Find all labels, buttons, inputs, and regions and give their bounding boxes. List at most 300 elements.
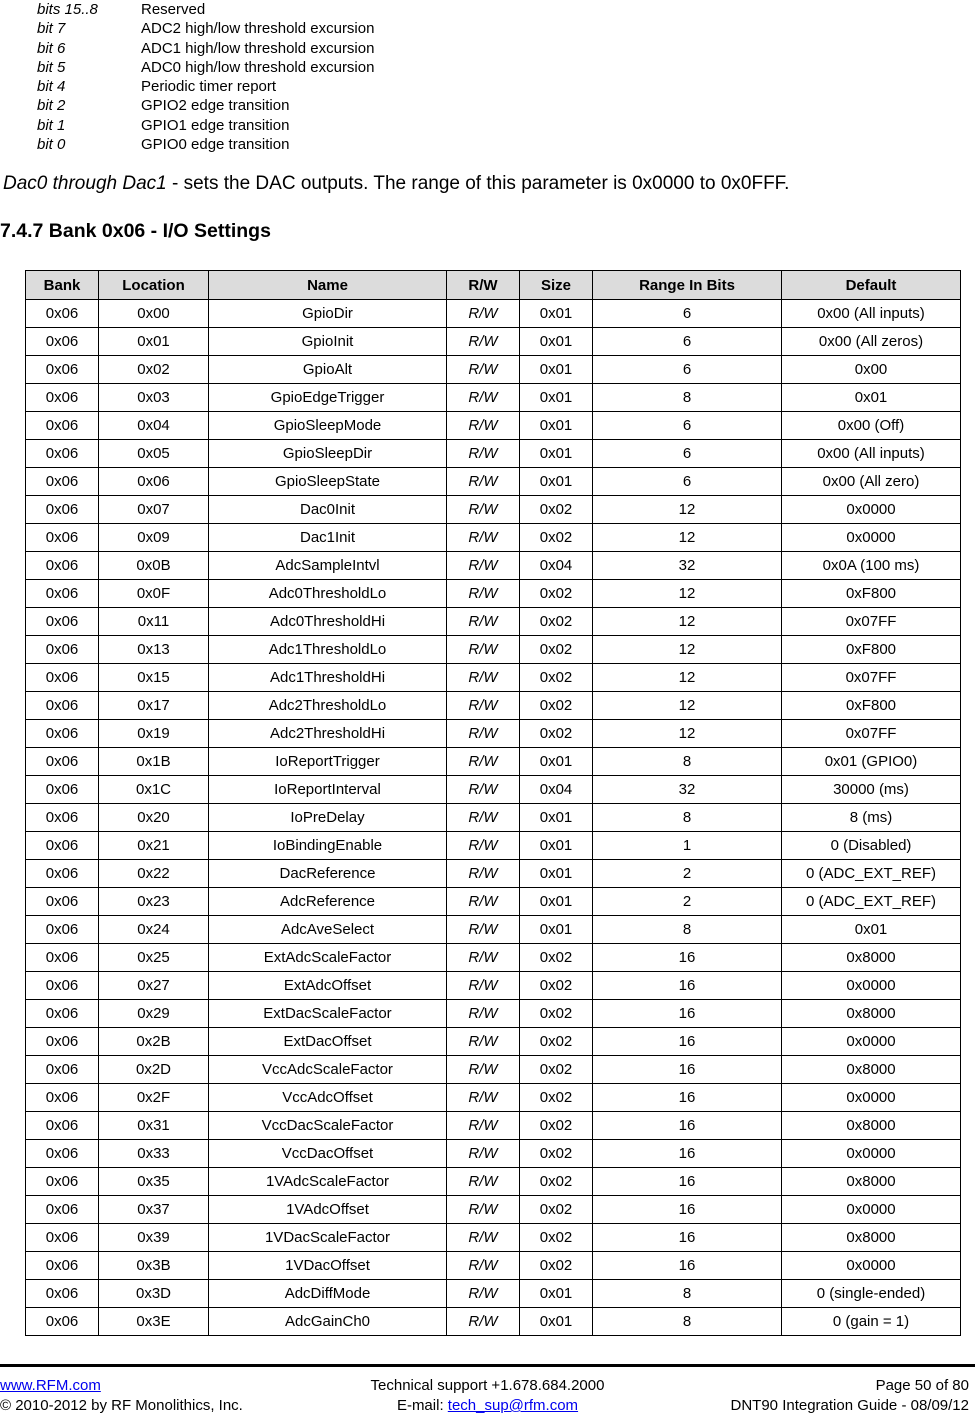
cell-bank: 0x06	[26, 944, 99, 972]
cell-range: 6	[593, 412, 782, 440]
cell-range: 1	[593, 832, 782, 860]
cell-name: VccAdcScaleFactor	[209, 1056, 447, 1084]
cell-size: 0x01	[520, 804, 593, 832]
cell-location: 0x1C	[99, 776, 209, 804]
cell-range: 6	[593, 468, 782, 496]
cell-rw: R/W	[447, 496, 520, 524]
dac-description	[3, 171, 789, 197]
cell-rw: R/W	[447, 692, 520, 720]
page-number: Page 50 of 80	[875, 1377, 969, 1394]
cell-name: IoPreDelay	[209, 804, 447, 832]
cell-default: 0x00 (All inputs)	[782, 440, 961, 468]
cell-rw: R/W	[447, 636, 520, 664]
cell-range: 8	[593, 804, 782, 832]
cell-location: 0x2B	[99, 1028, 209, 1056]
cell-location: 0x01	[99, 328, 209, 356]
table-row	[26, 1280, 961, 1308]
cell-size: 0x01	[520, 328, 593, 356]
table-row	[26, 916, 961, 944]
header-name: Name	[209, 271, 447, 300]
cell-size: 0x01	[520, 748, 593, 776]
cell-range: 8	[593, 1308, 782, 1336]
cell-rw: R/W	[447, 300, 520, 328]
table-row	[26, 580, 961, 608]
cell-default: 0x00 (All zeros)	[782, 328, 961, 356]
cell-size: 0x02	[520, 1252, 593, 1280]
cell-bank: 0x06	[26, 552, 99, 580]
cell-range: 6	[593, 356, 782, 384]
cell-rw: R/W	[447, 1112, 520, 1140]
cell-size: 0x02	[520, 944, 593, 972]
cell-location: 0x29	[99, 1000, 209, 1028]
bit-row: bit 0 GPIO0 edge transition	[37, 136, 290, 154]
cell-default: 0x8000	[782, 1000, 961, 1028]
cell-name: Adc1ThresholdLo	[209, 636, 447, 664]
cell-name: VccDacOffset	[209, 1140, 447, 1168]
cell-name: GpioAlt	[209, 356, 447, 384]
cell-size: 0x01	[520, 412, 593, 440]
cell-name: 1VAdcOffset	[209, 1196, 447, 1224]
cell-location: 0x0F	[99, 580, 209, 608]
cell-default: 0x07FF	[782, 664, 961, 692]
cell-bank: 0x06	[26, 328, 99, 356]
cell-location: 0x19	[99, 720, 209, 748]
cell-name: DacReference	[209, 860, 447, 888]
cell-bank: 0x06	[26, 580, 99, 608]
cell-size: 0x02	[520, 608, 593, 636]
cell-location: 0x17	[99, 692, 209, 720]
cell-range: 12	[593, 636, 782, 664]
cell-size: 0x02	[520, 1224, 593, 1252]
table-row	[26, 1112, 961, 1140]
cell-bank: 0x06	[26, 1000, 99, 1028]
cell-rw: R/W	[447, 1000, 520, 1028]
support-phone: Technical support +1.678.684.2000	[370, 1377, 605, 1394]
cell-location: 0x24	[99, 916, 209, 944]
cell-bank: 0x06	[26, 972, 99, 1000]
cell-size: 0x02	[520, 524, 593, 552]
cell-range: 8	[593, 1280, 782, 1308]
cell-size: 0x01	[520, 300, 593, 328]
cell-bank: 0x06	[26, 356, 99, 384]
cell-default: 0x0A (100 ms)	[782, 552, 961, 580]
cell-name: ExtDacOffset	[209, 1028, 447, 1056]
cell-name: IoBindingEnable	[209, 832, 447, 860]
cell-bank: 0x06	[26, 720, 99, 748]
cell-bank: 0x06	[26, 692, 99, 720]
cell-bank: 0x06	[26, 636, 99, 664]
dac-param-name: Dac0 through Dac1	[3, 173, 167, 194]
cell-bank: 0x06	[26, 664, 99, 692]
cell-name: ExtDacScaleFactor	[209, 1000, 447, 1028]
cell-rw: R/W	[447, 524, 520, 552]
cell-rw: R/W	[447, 356, 520, 384]
cell-default: 0 (ADC_EXT_REF)	[782, 888, 961, 916]
header-bank: Bank	[26, 271, 99, 300]
table-row	[26, 328, 961, 356]
cell-rw: R/W	[447, 1028, 520, 1056]
bit-row: bit 6 ADC1 high/low threshold excursion	[37, 39, 375, 57]
bit-row: bit 1 GPIO1 edge transition	[37, 116, 290, 134]
cell-name: 1VDacScaleFactor	[209, 1224, 447, 1252]
cell-location: 0x20	[99, 804, 209, 832]
cell-default: 0x01	[782, 384, 961, 412]
cell-default: 0x8000	[782, 1112, 961, 1140]
cell-size: 0x02	[520, 1084, 593, 1112]
cell-default: 0x01 (GPIO0)	[782, 748, 961, 776]
cell-range: 12	[593, 524, 782, 552]
cell-default: 0x01	[782, 916, 961, 944]
cell-range: 12	[593, 496, 782, 524]
cell-range: 12	[593, 608, 782, 636]
cell-range: 16	[593, 1084, 782, 1112]
cell-default: 0x00 (All zero)	[782, 468, 961, 496]
cell-size: 0x02	[520, 496, 593, 524]
cell-size: 0x02	[520, 1168, 593, 1196]
cell-location: 0x1B	[99, 748, 209, 776]
cell-bank: 0x06	[26, 524, 99, 552]
cell-bank: 0x06	[26, 1028, 99, 1056]
cell-location: 0x02	[99, 356, 209, 384]
cell-default: 0 (ADC_EXT_REF)	[782, 860, 961, 888]
cell-rw: R/W	[447, 440, 520, 468]
cell-range: 16	[593, 972, 782, 1000]
cell-default: 0x00 (Off)	[782, 412, 961, 440]
cell-bank: 0x06	[26, 468, 99, 496]
cell-bank: 0x06	[26, 496, 99, 524]
cell-size: 0x02	[520, 1056, 593, 1084]
cell-size: 0x01	[520, 468, 593, 496]
cell-default: 8 (ms)	[782, 804, 961, 832]
cell-size: 0x01	[520, 384, 593, 412]
cell-size: 0x04	[520, 552, 593, 580]
cell-size: 0x02	[520, 1196, 593, 1224]
cell-bank: 0x06	[26, 860, 99, 888]
cell-rw: R/W	[447, 804, 520, 832]
cell-default: 0 (single-ended)	[782, 1280, 961, 1308]
cell-size: 0x01	[520, 832, 593, 860]
table-row	[26, 748, 961, 776]
cell-location: 0x06	[99, 468, 209, 496]
table-row	[26, 412, 961, 440]
cell-rw: R/W	[447, 1252, 520, 1280]
cell-name: AdcSampleIntvl	[209, 552, 447, 580]
cell-range: 32	[593, 776, 782, 804]
cell-rw: R/W	[447, 1168, 520, 1196]
email-link[interactable]: tech_sup@rfm.com	[447, 1397, 579, 1414]
cell-range: 6	[593, 300, 782, 328]
cell-location: 0x15	[99, 664, 209, 692]
cell-location: 0x07	[99, 496, 209, 524]
header-location: Location	[99, 271, 209, 300]
cell-location: 0x13	[99, 636, 209, 664]
cell-rw: R/W	[447, 664, 520, 692]
cell-rw: R/W	[447, 888, 520, 916]
cell-size: 0x02	[520, 1112, 593, 1140]
table-row	[26, 300, 961, 328]
table-row	[26, 972, 961, 1000]
cell-location: 0x23	[99, 888, 209, 916]
cell-location: 0x0B	[99, 552, 209, 580]
cell-name: VccDacScaleFactor	[209, 1112, 447, 1140]
cell-bank: 0x06	[26, 888, 99, 916]
cell-location: 0x04	[99, 412, 209, 440]
cell-location: 0x3B	[99, 1252, 209, 1280]
cell-location: 0x05	[99, 440, 209, 468]
cell-range: 6	[593, 328, 782, 356]
cell-default: 0xF800	[782, 636, 961, 664]
cell-bank: 0x06	[26, 804, 99, 832]
table-row	[26, 776, 961, 804]
cell-default: 0x0000	[782, 1028, 961, 1056]
cell-bank: 0x06	[26, 832, 99, 860]
cell-size: 0x02	[520, 1028, 593, 1056]
cell-name: GpioInit	[209, 328, 447, 356]
table-row	[26, 636, 961, 664]
table-row	[26, 664, 961, 692]
cell-range: 8	[593, 384, 782, 412]
cell-size: 0x01	[520, 916, 593, 944]
cell-default: 0x0000	[782, 1196, 961, 1224]
cell-name: AdcDiffMode	[209, 1280, 447, 1308]
cell-name: GpioSleepDir	[209, 440, 447, 468]
cell-rw: R/W	[447, 1056, 520, 1084]
cell-location: 0x22	[99, 860, 209, 888]
cell-name: GpioSleepMode	[209, 412, 447, 440]
table-row	[26, 440, 961, 468]
table-row	[26, 1224, 961, 1252]
cell-rw: R/W	[447, 1224, 520, 1252]
cell-default: 0x0000	[782, 1084, 961, 1112]
cell-rw: R/W	[447, 748, 520, 776]
dac-param-text: - sets the DAC outputs. The range of this parameter is 0x0000 to 0x0FFF.	[166, 173, 790, 194]
cell-location: 0x31	[99, 1112, 209, 1140]
cell-size: 0x02	[520, 1140, 593, 1168]
cell-default: 0x8000	[782, 1056, 961, 1084]
cell-name: Adc0ThresholdHi	[209, 608, 447, 636]
cell-rw: R/W	[447, 552, 520, 580]
bit-row: bits 15..8 Reserved	[37, 1, 206, 18]
copyright: © 2010-2012 by RF Monolithics, Inc.	[0, 1397, 243, 1414]
cell-location: 0x39	[99, 1224, 209, 1252]
cell-rw: R/W	[447, 608, 520, 636]
cell-location: 0x3D	[99, 1280, 209, 1308]
cell-bank: 0x06	[26, 1252, 99, 1280]
cell-default: 0x0000	[782, 1252, 961, 1280]
cell-size: 0x01	[520, 1308, 593, 1336]
cell-location: 0x03	[99, 384, 209, 412]
cell-name: IoReportInterval	[209, 776, 447, 804]
cell-range: 32	[593, 552, 782, 580]
cell-default: 30000 (ms)	[782, 776, 961, 804]
cell-name: ExtAdcScaleFactor	[209, 944, 447, 972]
header-size: Size	[520, 271, 593, 300]
table-row	[26, 804, 961, 832]
table-row	[26, 1252, 961, 1280]
cell-bank: 0x06	[26, 1224, 99, 1252]
cell-range: 6	[593, 440, 782, 468]
cell-range: 12	[593, 580, 782, 608]
table-row	[26, 552, 961, 580]
cell-rw: R/W	[447, 916, 520, 944]
cell-range: 16	[593, 1112, 782, 1140]
cell-size: 0x02	[520, 1000, 593, 1028]
table-row	[26, 1000, 961, 1028]
footer-rule	[0, 1364, 975, 1367]
cell-rw: R/W	[447, 412, 520, 440]
cell-rw: R/W	[447, 1280, 520, 1308]
cell-default: 0x0000	[782, 1140, 961, 1168]
table-row	[26, 524, 961, 552]
cell-size: 0x02	[520, 664, 593, 692]
cell-bank: 0x06	[26, 1196, 99, 1224]
cell-size: 0x01	[520, 1280, 593, 1308]
table-row	[26, 496, 961, 524]
cell-rw: R/W	[447, 972, 520, 1000]
cell-default: 0x0000	[782, 972, 961, 1000]
cell-bank: 0x06	[26, 1084, 99, 1112]
cell-bank: 0x06	[26, 1140, 99, 1168]
cell-location: 0x2D	[99, 1056, 209, 1084]
cell-default: 0x8000	[782, 1224, 961, 1252]
table-row	[26, 384, 961, 412]
cell-name: Adc1ThresholdHi	[209, 664, 447, 692]
cell-name: VccAdcOffset	[209, 1084, 447, 1112]
cell-size: 0x01	[520, 888, 593, 916]
cell-default: 0x00	[782, 356, 961, 384]
cell-rw: R/W	[447, 1196, 520, 1224]
bit-row: bit 7 ADC2 high/low threshold excursion	[37, 20, 375, 38]
cell-bank: 0x06	[26, 300, 99, 328]
cell-rw: R/W	[447, 468, 520, 496]
cell-range: 16	[593, 1168, 782, 1196]
table-row	[26, 356, 961, 384]
cell-range: 16	[593, 1140, 782, 1168]
table-row	[26, 888, 961, 916]
cell-rw: R/W	[447, 328, 520, 356]
cell-name: GpioSleepState	[209, 468, 447, 496]
cell-location: 0x33	[99, 1140, 209, 1168]
cell-default: 0x0000	[782, 524, 961, 552]
cell-location: 0x37	[99, 1196, 209, 1224]
cell-rw: R/W	[447, 720, 520, 748]
cell-range: 16	[593, 1196, 782, 1224]
cell-default: 0xF800	[782, 580, 961, 608]
cell-range: 16	[593, 1056, 782, 1084]
cell-default: 0 (gain = 1)	[782, 1308, 961, 1336]
cell-range: 16	[593, 1000, 782, 1028]
bit-definitions	[37, 0, 374, 154]
cell-default: 0x00 (All inputs)	[782, 300, 961, 328]
cell-size: 0x04	[520, 776, 593, 804]
cell-bank: 0x06	[26, 916, 99, 944]
cell-range: 16	[593, 1224, 782, 1252]
cell-range: 2	[593, 860, 782, 888]
cell-bank: 0x06	[26, 440, 99, 468]
cell-bank: 0x06	[26, 1112, 99, 1140]
cell-name: Dac0Init	[209, 496, 447, 524]
table-row	[26, 692, 961, 720]
cell-rw: R/W	[447, 580, 520, 608]
cell-default: 0x0000	[782, 496, 961, 524]
cell-location: 0x21	[99, 832, 209, 860]
table-row	[26, 1084, 961, 1112]
header-rw: R/W	[447, 271, 520, 300]
cell-range: 16	[593, 944, 782, 972]
cell-location: 0x25	[99, 944, 209, 972]
table-row	[26, 468, 961, 496]
cell-rw: R/W	[447, 944, 520, 972]
cell-default: 0x8000	[782, 1168, 961, 1196]
cell-rw: R/W	[447, 384, 520, 412]
cell-bank: 0x06	[26, 776, 99, 804]
cell-name: AdcAveSelect	[209, 916, 447, 944]
cell-rw: R/W	[447, 860, 520, 888]
cell-range: 12	[593, 720, 782, 748]
cell-rw: R/W	[447, 776, 520, 804]
cell-name: Adc2ThresholdLo	[209, 692, 447, 720]
section-heading: 7.4.7 Bank 0x06 - I/O Settings	[0, 220, 271, 242]
email-label: E-mail:	[396, 1397, 448, 1414]
cell-range: 12	[593, 692, 782, 720]
header-default: Default	[782, 271, 961, 300]
document-title: DNT90 Integration Guide - 08/09/12	[730, 1397, 969, 1414]
cell-range: 8	[593, 916, 782, 944]
cell-rw: R/W	[447, 1140, 520, 1168]
cell-range: 8	[593, 748, 782, 776]
cell-size: 0x01	[520, 356, 593, 384]
cell-location: 0x27	[99, 972, 209, 1000]
cell-default: 0x8000	[782, 944, 961, 972]
table-row	[26, 1140, 961, 1168]
cell-bank: 0x06	[26, 748, 99, 776]
cell-name: 1VAdcScaleFactor	[209, 1168, 447, 1196]
cell-rw: R/W	[447, 832, 520, 860]
io-settings-table	[25, 270, 961, 1336]
cell-default: 0 (Disabled)	[782, 832, 961, 860]
bit-row: bit 2 GPIO2 edge transition	[37, 97, 290, 115]
cell-bank: 0x06	[26, 1308, 99, 1336]
cell-default: 0x07FF	[782, 608, 961, 636]
cell-name: ExtAdcOffset	[209, 972, 447, 1000]
cell-location: 0x35	[99, 1168, 209, 1196]
cell-size: 0x02	[520, 720, 593, 748]
bit-row: bit 4 Periodic timer report	[37, 78, 277, 96]
cell-name: GpioEdgeTrigger	[209, 384, 447, 412]
cell-bank: 0x06	[26, 412, 99, 440]
cell-name: Adc2ThresholdHi	[209, 720, 447, 748]
cell-size: 0x01	[520, 860, 593, 888]
cell-name: GpioDir	[209, 300, 447, 328]
cell-location: 0x2F	[99, 1084, 209, 1112]
cell-range: 16	[593, 1028, 782, 1056]
bit-row: bit 5 ADC0 high/low threshold excursion	[37, 58, 375, 76]
cell-location: 0x09	[99, 524, 209, 552]
cell-location: 0x11	[99, 608, 209, 636]
cell-name: IoReportTrigger	[209, 748, 447, 776]
cell-bank: 0x06	[26, 1280, 99, 1308]
cell-location: 0x00	[99, 300, 209, 328]
website-link[interactable]: www.RFM.com	[0, 1377, 101, 1394]
cell-default: 0x07FF	[782, 720, 961, 748]
cell-bank: 0x06	[26, 1168, 99, 1196]
table-row	[26, 1028, 961, 1056]
table-header-row	[26, 271, 961, 300]
cell-range: 2	[593, 888, 782, 916]
cell-name: Dac1Init	[209, 524, 447, 552]
table-row	[26, 1056, 961, 1084]
cell-name: AdcReference	[209, 888, 447, 916]
